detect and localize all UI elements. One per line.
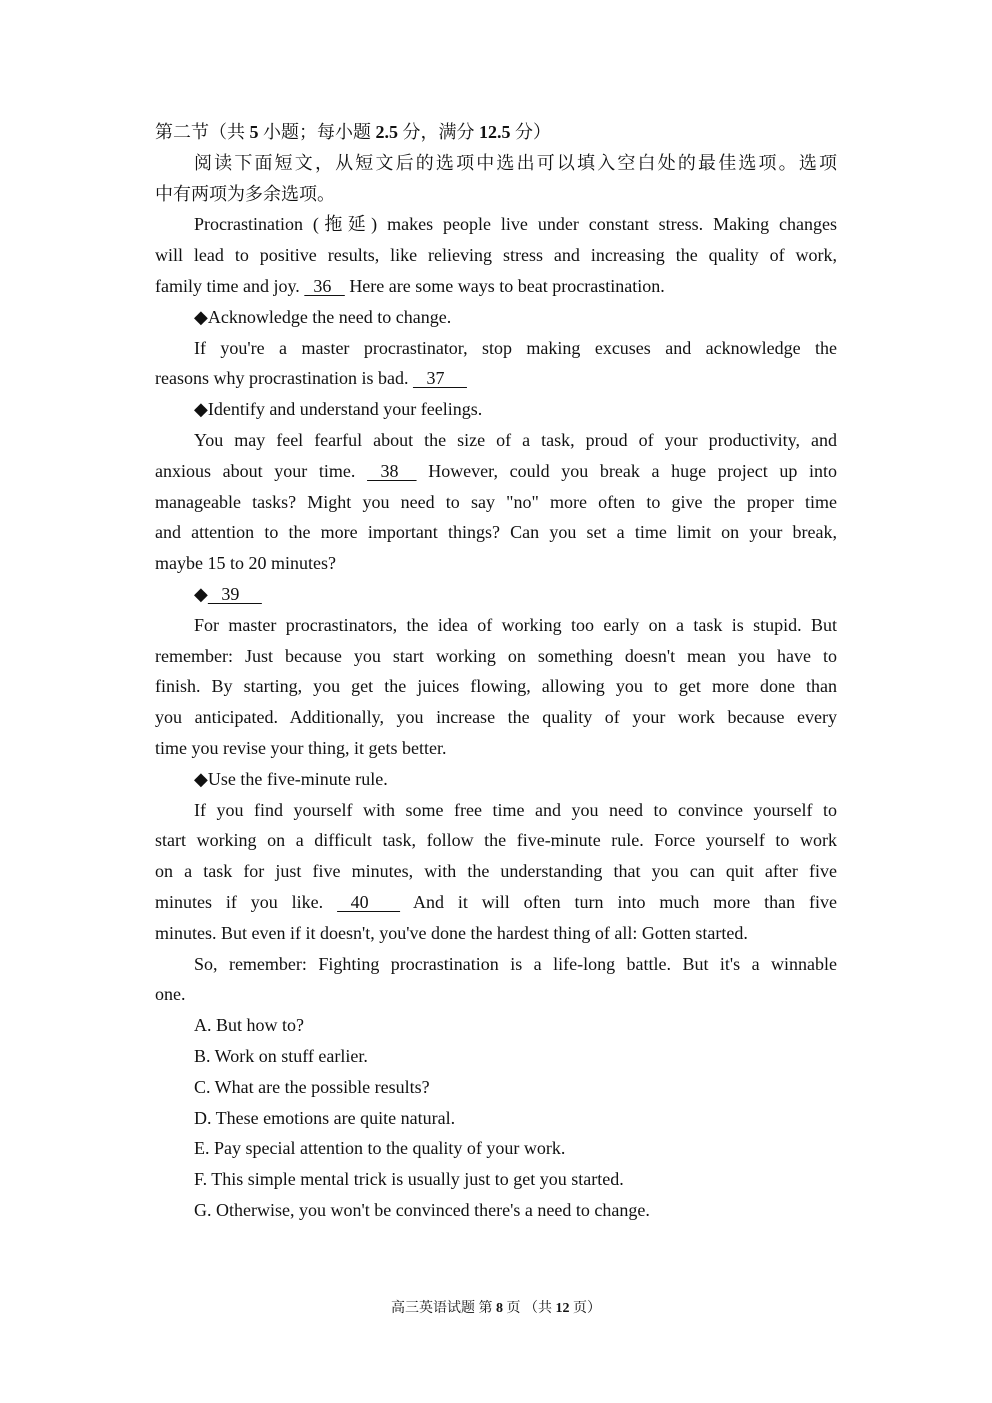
p4-line-3: finish. By starting, you get the juices flowing, allowing you to get more done than [155, 676, 837, 697]
p5-line-4-text-b: And it will often turn into much more than five [400, 891, 837, 912]
heading-acknowledge: ◆Acknowledge the need to change. [194, 306, 452, 327]
points-each: 2.5 [375, 122, 398, 142]
option-d: D. These emotions are quite natural. [194, 1107, 456, 1128]
option-b: B. Work on stuff earlier. [194, 1045, 368, 1066]
p5-line-3: on a task for just five minutes, with the understanding that you can quit after five [155, 861, 837, 882]
p6-line-2: one. [155, 984, 186, 1005]
p1-line-3 [155, 271, 837, 302]
footer-mid: 页 （共 [503, 1301, 556, 1316]
section-header-mid1: 小题；每小题 [258, 122, 376, 142]
blank-40[interactable]: 40 [337, 891, 401, 912]
heading-feelings: ◆Identify and understand your feelings. [194, 399, 483, 420]
heading-blank-39 [155, 579, 837, 610]
p4-line-4: you anticipated. Additionally, you increase the quality of your work because every [155, 707, 837, 728]
p5-line-5: minutes. But even if it doesn't, you've done the hardest thing of all: Gotten started. [155, 922, 748, 943]
p3-line-2-text-b: However, could you break a huge project up into [416, 460, 837, 481]
p1-line-1: Procrastination (拖延) makes people live under constant stress. Making changes [194, 214, 837, 235]
section-header-mid2: 分，满分 [398, 122, 479, 142]
exam-page [155, 117, 837, 1226]
option-c: C. What are the possible results? [194, 1076, 430, 1097]
option-f: F. This simple mental trick is usually just to get you started. [194, 1169, 624, 1190]
section-header-prefix: 第二节（共 [155, 122, 250, 142]
option-e: E. Pay special attention to the quality of your work. [194, 1138, 566, 1159]
p5-line-4-text-a: minutes if you like. [155, 891, 338, 912]
blank-36[interactable]: 36 [304, 275, 345, 296]
p3-line-5: maybe 15 to 20 minutes? [155, 553, 336, 574]
points-total: 12.5 [479, 122, 511, 142]
p3-line-2-text-a: anxious about your time. [155, 460, 368, 481]
p3-line-2 [155, 456, 837, 487]
instruction-line-1: 阅读下面短文，从短文后的选项中选出可以填入空白处的最佳选项。选项 [194, 152, 837, 173]
instruction-line-2: 中有两项为多余选项。 [155, 183, 335, 204]
heading-five-minute-rule: ◆Use the five-minute rule. [194, 768, 388, 789]
p6-line-1: So, remember: Fighting procrastination is a life-long battle. But it's a winnable [194, 953, 837, 974]
p4-line-2: remember: Just because you start working on something doesn't mean you have to [155, 645, 837, 666]
section-header-suffix: 分） [510, 122, 551, 142]
p1-line-3-text-a: family time and joy. [155, 275, 305, 296]
p5-line-4 [155, 887, 837, 918]
p4-line-5: time you revise your thing, it gets better. [155, 737, 447, 758]
p1-line-2: will lead to positive results, like relieving stress and increasing the quality of work, [155, 245, 837, 266]
option-g: G. Otherwise, you won't be convinced there's a need to change. [194, 1199, 650, 1220]
p3-line-4: and attention to the more important things? Can you set a time limit on your break, [155, 522, 837, 543]
footer-total-pages: 12 [555, 1301, 570, 1316]
p5-line-2: start working on a difficult task, follow the five-minute rule. Force yourself to work [155, 830, 837, 851]
footer-prefix: 高三英语试题 第 [391, 1301, 496, 1316]
p2-line-1: If you're a master procrastinator, stop making excuses and acknowledge the [194, 337, 837, 358]
footer-suffix: 页） [569, 1301, 601, 1316]
heading-diamond: ◆ [194, 583, 208, 604]
p2-line-2-text: reasons why procrastination is bad. [155, 368, 413, 389]
page-footer [0, 1299, 992, 1319]
p1-line-3-text-b: Here are some ways to beat procrastination. [344, 275, 665, 296]
option-a: A. But how to? [194, 1015, 304, 1036]
p2-line-2 [155, 363, 837, 394]
p3-line-3: manageable tasks? Might you need to say "no" more often to give the proper time [155, 491, 837, 512]
blank-38[interactable]: 38 [367, 460, 417, 481]
p5-line-1: If you find yourself with some free time and you need to convince yourself to [194, 799, 837, 820]
blank-37[interactable]: 37 [412, 368, 467, 389]
p3-line-1: You may feel fearful about the size of a task, proud of your productivity, and [194, 429, 837, 450]
question-count: 5 [249, 122, 259, 142]
section-header [155, 117, 837, 148]
footer-page-number: 8 [496, 1301, 503, 1316]
p4-line-1: For master procrastinators, the idea of working too early on a task is stupid. But [194, 614, 837, 635]
blank-39[interactable]: 39 [207, 583, 262, 604]
